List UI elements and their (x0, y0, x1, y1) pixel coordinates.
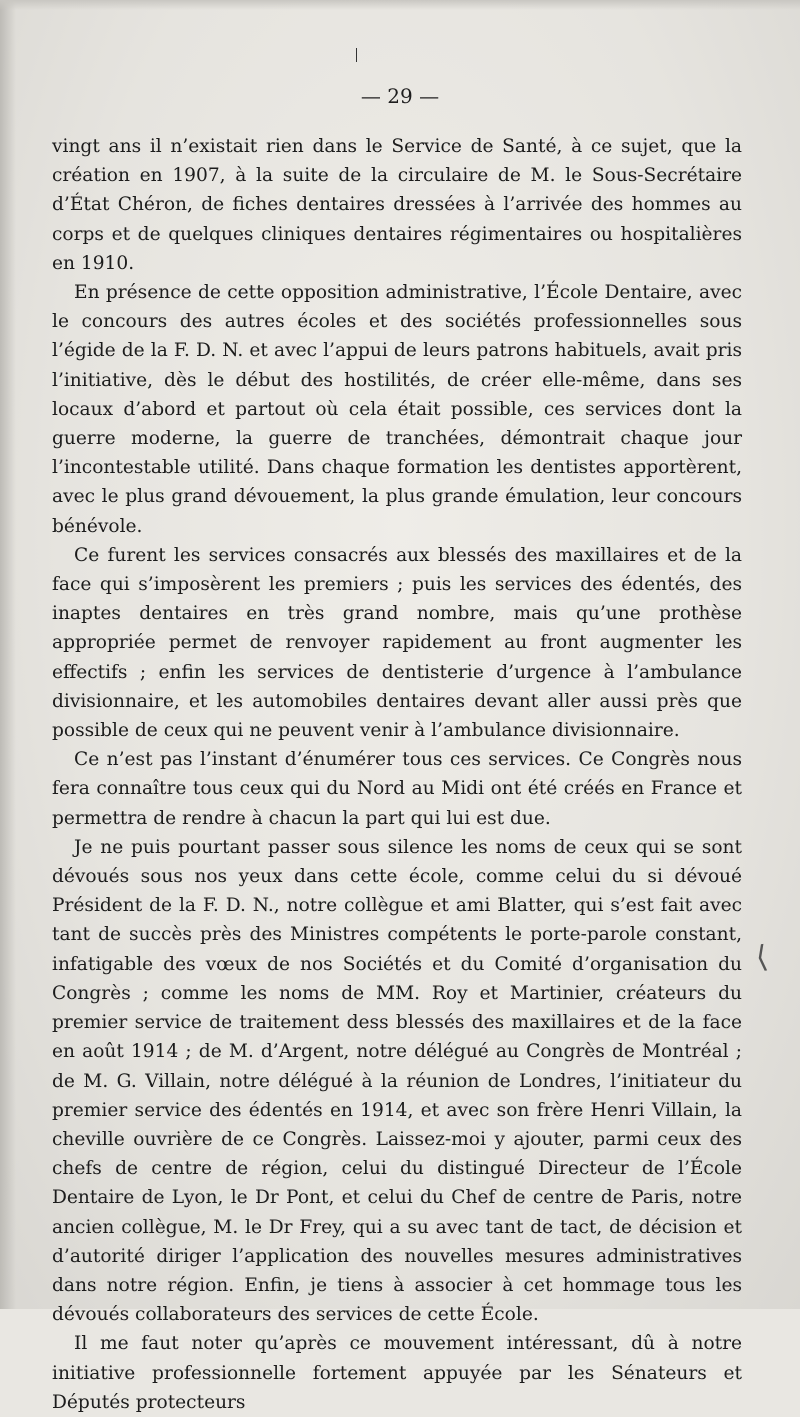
page-top-shadow (0, 0, 800, 10)
binding-tick-mark (356, 48, 357, 62)
paragraph-4: Ce n’est pas l’instant d’énumérer tous ces services. Ce Congrès nous fera connaître tous ceux qui du Nord au Midi ont été créés en France et permettra de rendre à chacun la part qui lui est due. (52, 749, 742, 829)
paragraph-2: En présence de cette opposition administrative, l’École Dentaire, avec le concours des autres écoles et des sociétés professionnelles sous l’égide de la F. D. N. et avec l’appui de leurs patrons habituels, avait pris l’initiative, dès le début des hostilités, de créer elle-même, dans ses locaux d’abord et partout où cela était possible, ces services dont la guerre moderne, la guerre de tranchées, démontrait chaque jour l’incontestable utilité. Dans chaque formation les dentistes apportèrent, avec le plus grand dévouement, la plus grande émulation, leur concours bénévole. (52, 282, 742, 537)
page-left-shadow (0, 0, 16, 1309)
paragraph-3: Ce furent les services consacrés aux blessés des maxillaires et de la face qui s’imposèrent les premiers ; puis les services des édentés, des inaptes dentaires en très grand nombre, mais qu’une prothèse appropriée permet de renvoyer rapidement au front augmenter les effectifs ; enfin les services de dentisterie d’urgence à l’ambulance divisionnaire, et les automobiles dentaires devant aller aussi près que possible de ceux qui ne peuvent venir à l’ambulance divisionnaire. (52, 544, 742, 742)
paragraph-1: vingt ans il n’existait rien dans le Service de Santé, à ce sujet, que la création en 1907, à la suite de la circulaire de M. le Sous-Secrétaire d’État Chéron, de fiches dentaires dressées à l’arrivée des hommes au corps et de quelques cliniques dentaires régimentaires ou hospitalières en 1910. (52, 136, 742, 274)
body-text (52, 132, 742, 1417)
paragraph-5: Je ne puis pourtant passer sous silence les noms de ceux qui se sont dévoués sous nos yeux dans cette école, comme celui du si dévoué Président de la F. D. N., notre collègue et ami Blatter, qui s’est fait avec tant de succès près des Ministres compétents le porte-parole constant, infatigable des vœux de nos Sociétés et du Comité d’organisation du Congrès ; comme les noms de MM. Roy et Martinier, créateurs du premier service de traitement dess blessés des maxillaires et de la face en août 1914 ; de M. d’Argent, notre délégué au Congrès de Montréal ; de M. G. Villain, notre délégué à la réunion de Londres, l’initiateur du premier service des édentés en 1914, et avec son frère Henri Villain, la cheville ouvrière de ce Congrès. Laissez-moi y ajouter, parmi ceux des chefs de centre de région, celui du distingué Directeur de l’École Dentaire de Lyon, le Dr Pont, et celui du Chef de centre de Paris, notre ancien collègue, M. le Dr Frey, qui a su avec tant de tact, de décision et d’autorité diriger l’application des nouvelles mesures administratives dans notre région. Enfin, je tiens à associer à cet hommage tous les dévoués collaborateurs des services de cette École. (52, 836, 742, 1326)
margin-pencil-mark: ⟨ (753, 939, 771, 976)
paragraph-6: Il me faut noter qu’après ce mouvement intéressant, dû à notre initiative professionnelle fortement appuyée par les Sénateurs et Députés protecteurs (52, 1333, 742, 1413)
page-number: — 29 — (360, 84, 440, 108)
